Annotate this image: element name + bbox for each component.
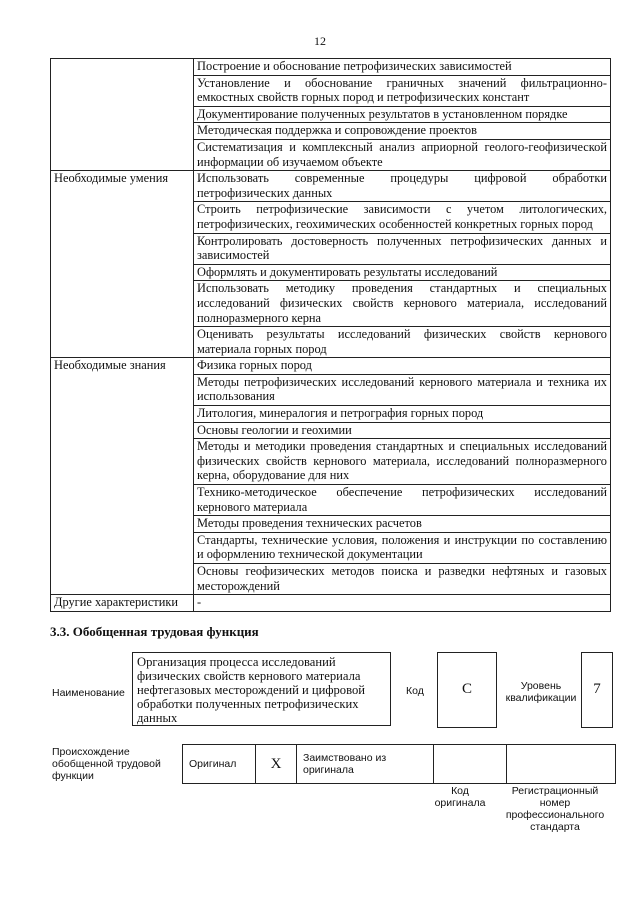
row-item: Литология, минералогия и петрография горных пород xyxy=(194,406,611,423)
registration-number-cell xyxy=(507,745,616,784)
row-item: Контролировать достоверность полученных петрофизических данных и зависимостей xyxy=(194,233,611,264)
row-item: Методическая поддержка и сопровождение проектов xyxy=(194,123,611,140)
row-item: Физика горных пород xyxy=(194,358,611,375)
row-item: Использовать современные процедуры цифровой обработки петрофизических данных xyxy=(194,171,611,202)
row-label: Другие характеристики xyxy=(51,595,194,612)
borrowed-cell: Заимствовано из оригинала xyxy=(297,745,434,784)
table-row xyxy=(51,358,611,375)
page-number: 12 xyxy=(314,34,326,48)
table-row xyxy=(51,171,611,202)
original-code-caption: Код оригинала xyxy=(434,785,486,809)
row-item: Систематизация и комплексный анализ априорной геолого-геофизической информации об изучаемом объекте xyxy=(194,139,611,170)
original-code-cell xyxy=(434,745,507,784)
code-value: C xyxy=(461,681,472,697)
row-item: Оценивать результаты исследований физических свойств кернового материала горных пород xyxy=(194,327,611,358)
row-item: Установление и обоснование граничных значений фильтрационно-емкостных свойств горных пород и петрофизических констант xyxy=(194,75,611,106)
row-label: Необходимые умения xyxy=(51,171,194,358)
row-item: Методы проведения технических расчетов xyxy=(194,516,611,533)
qualification-level-label: Уровень квалификации xyxy=(505,680,577,704)
original-mark: X xyxy=(256,745,297,784)
section-title: 3.3. Обобщенная трудовая функция xyxy=(50,624,259,639)
row-label xyxy=(51,59,194,171)
competency-table-body xyxy=(51,59,611,612)
name-label: Наименование xyxy=(52,687,125,699)
row-label: Необходимые знания xyxy=(51,358,194,595)
code-label: Код xyxy=(406,685,424,697)
row-item: Методы петрофизических исследований кернового материала и техника их использования xyxy=(194,374,611,405)
competency-table xyxy=(50,58,611,612)
row-item: Технико-методическое обеспечение петрофизических исследований кернового материала xyxy=(194,485,611,516)
original-cell: Оригинал xyxy=(183,745,256,784)
row-item: Методы и методики проведения стандартных и специальных исследований физических свойств кернового материала, исследований полноразмерного керна, оборудование для них xyxy=(194,439,611,485)
row-item: Построение и обоснование петрофизических зависимостей xyxy=(194,59,611,76)
row-item: Оформлять и документировать результаты исследований xyxy=(194,264,611,281)
qualification-level-value: 7 xyxy=(593,681,601,697)
row-item: - xyxy=(194,595,611,612)
qualification-level-box xyxy=(581,652,613,728)
table-row xyxy=(51,59,611,76)
row-item: Документирование полученных результатов в установленном порядке xyxy=(194,106,611,123)
row-item: Строить петрофизические зависимости с учетом литологических, петрофизических, геохимических особенностей конкретных горных пород xyxy=(194,202,611,233)
table-row xyxy=(51,595,611,612)
function-name-box: Организация процесса исследований физических свойств кернового материала нефтегазовых месторождений и цифровой обработки полученных петрофизических данных xyxy=(132,652,391,726)
row-item: Стандарты, технические условия, положения и инструкции по составлению и оформлению технической документации xyxy=(194,532,611,563)
row-item: Использовать методику проведения стандартных и специальных исследований физических свойств кернового материала, исследований полноразмерного керна xyxy=(194,281,611,327)
origin-label: Происхождение обобщенной трудовой функции xyxy=(52,746,161,782)
code-box xyxy=(437,652,497,728)
row-item: Основы геологии и геохимии xyxy=(194,422,611,439)
row-item: Основы геофизических методов поиска и разведки нефтяных и газовых месторождений xyxy=(194,564,611,595)
registration-number-caption: Регистрационный номер профессионального стандарта xyxy=(505,785,605,833)
origin-table xyxy=(182,744,616,784)
